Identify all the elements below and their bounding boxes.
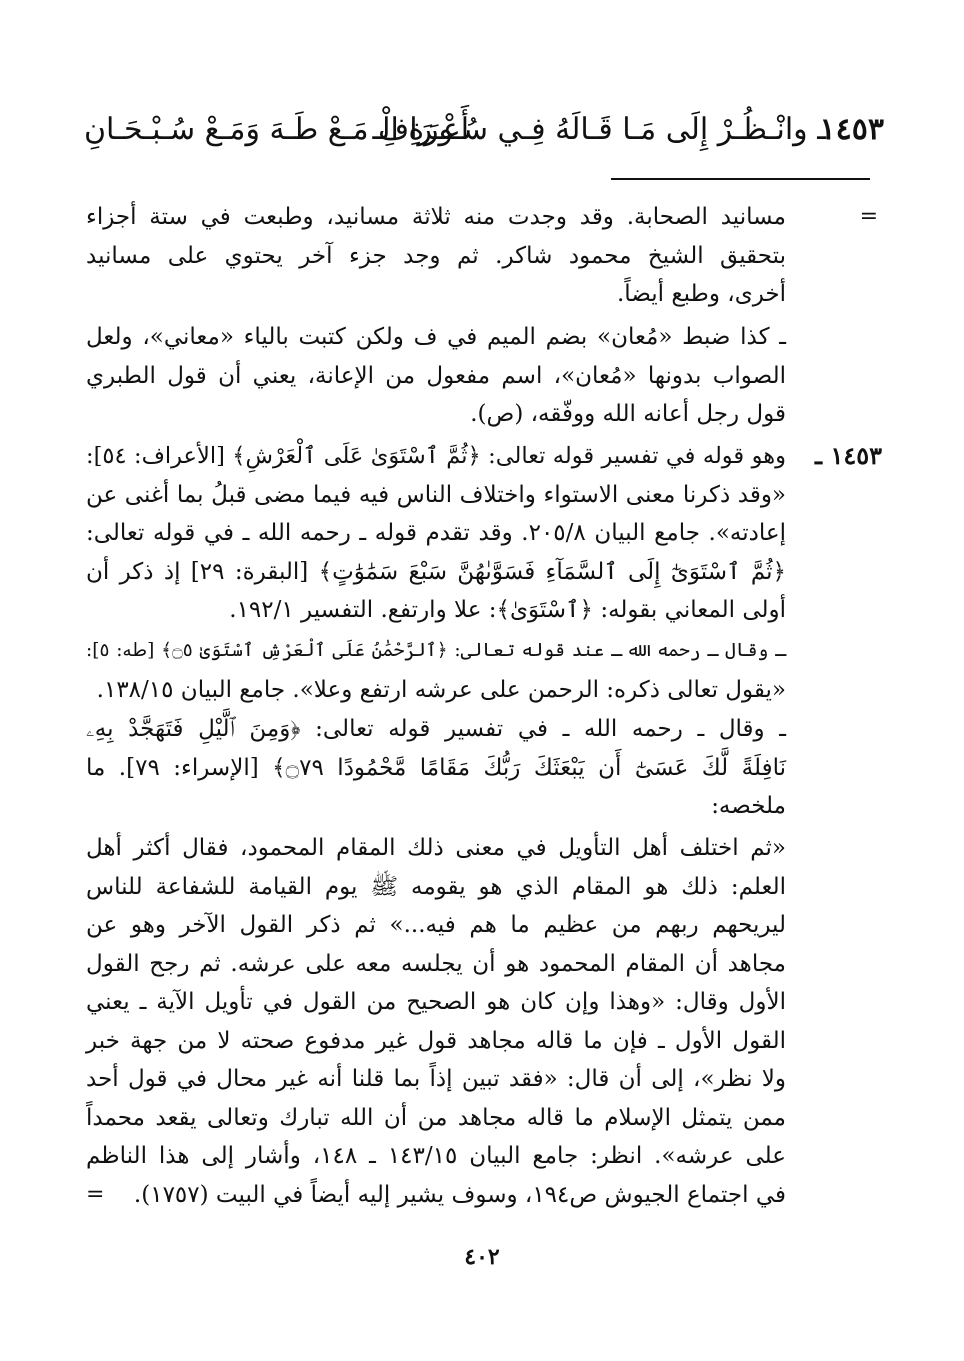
footnote-line: نَافِلَةً لَّكَ عَسَىٰٓ أَن يَبْعَثَكَ رَبُّكَ مَقَامًا مَّحْمُودًا ۝٧٩﴾ [الإسراء: ٧٩]. ما	[86, 754, 786, 781]
footnote-number: ١٤٥٣ ـ	[815, 441, 882, 470]
footnote-line: على عرشه». انظر: جامع البيان ١٤٣/١٥ ـ ١٤٨، وأشار إلى هذا الناظم	[86, 1143, 786, 1169]
footnote-tabari-quote	[86, 829, 786, 1214]
footnote-line: ولا نظر»، إلى أن قال: «فقد تبين إذاً بما قلنا أنه غير محال في قول أحد	[86, 1066, 786, 1092]
footnote-continuation	[86, 198, 786, 314]
footnote-line: ملخصه:	[711, 793, 786, 819]
verse-line	[84, 104, 884, 160]
footnote-line: بتحقيق الشيخ محمود شاكر. ثم وجد جزء آخر يحتوي على مسانيد	[86, 242, 786, 269]
footnote-line: القول الأول ـ فإن ما قاله مجاهد قول غير مدفوع صحته لا من جهة خبر	[86, 1027, 787, 1054]
footnote-line: الصواب بدونها «مُعان»، اسم مفعول من الإعانة، يعني أن قول الطبري	[86, 362, 786, 389]
footnote-separator	[611, 178, 870, 180]
footnote-line: مسانيد الصحابة. وقد وجدت منه ثلاثة مسانيد، وطبعت في ستة أجزاء	[86, 204, 786, 230]
footnote-line: «وقد ذكرنا معنى الاستواء واختلاف الناس فيه فيما مضى قبلُ بما أغنى عن	[86, 481, 786, 508]
footnote-line: «ثم اختلف أهل التأويل في معنى ذلك المقام المحمود، فقال أكثر أهل	[86, 835, 786, 861]
continuation-mark-end: =	[86, 1182, 105, 1207]
footnote-line: الأول وقال: «وهذا وإن كان هو الصحيح من القول في تأويل الآية ـ يعني	[86, 989, 786, 1015]
footnote-line: مجاهد أن المقام المحمود هو أن يجلسه معه على عرشه. ثم رجح القول	[86, 950, 786, 977]
footnote-line: ـ وقال ـ رحمه الله ـ عند قوله تعالى: ﴿ٱلرَّحْمَٰنُ عَلَى ٱلْعَرْشِ ٱسْتَوَىٰ ۝٥﴾ [طه: ٥]:	[86, 640, 786, 661]
footnote-line: ممن يتمثل الإسلام ما قاله مجاهد من أن الله تبارك وتعالى يقعد محمداً	[86, 1104, 786, 1131]
footnote-line: ـ كذا ضبط «مُعان» بضم الميم في ف ولكن كتبت بالياء «معاني»، ولعل	[86, 324, 786, 350]
footnote-line: أولى المعاني بقوله: ﴿ٱسْتَوَىٰ﴾: علا وارتفع. التفسير ١٩٢/١.	[229, 597, 786, 623]
footnote-line: ﴿ثُمَّ ٱسْتَوَىٰٓ إِلَى ٱلسَّمَآءِ فَسَوَّىٰهُنَّ سَبْعَ سَمَٰوَٰتٍ﴾ [البقرة: ٢٩] إذ ذكر أن	[86, 558, 787, 585]
verse-number: ١٤٥٣	[819, 112, 884, 147]
footnote-line: في اجتماع الجيوش ص١٩٤، وسوف يشير إليه أيضاً في البيت (١٧٥٧).	[133, 1181, 786, 1208]
verse-first-hemistich: ـ وانْـظُـرْ إِلَى مَـا قَـالَهُ فِـي سُـورَةِ الْـ	[372, 112, 826, 147]
continuation-mark: =	[859, 204, 878, 229]
footnote-line: إعادته». جامع البيان ٢٠٥/٨. وقد تقدم قوله ـ رحمه الله ـ في قوله تعالى:	[86, 520, 786, 546]
footnote-line: العلم: ذلك هو المقام الذي هو يقومه ﷺ يوم القيامة للشفاعة للناس	[86, 873, 786, 900]
footnote-line: وهو قوله في تفسير قوله تعالى: ﴿ثُمَّ ٱسْتَوَىٰ عَلَى ٱلْعَرْشِ﴾ [الأعراف: ٥٤]:	[86, 443, 786, 469]
footnote-line: قول رجل أعانه الله ووفّقه، (ص).	[470, 401, 786, 427]
footnote-isra-quote	[86, 710, 786, 826]
footnote-line: ليريحهم ربهم من عظيم ما هم فيه...» ثم ذكر القول الآخر وهو عن	[86, 912, 786, 938]
footnote-taha-quote	[86, 632, 786, 709]
verse-second-hemistich: أَعْـرَافِ مَـعْ طَـهَ وَمَـعْ سُـبْـحَـانِ	[84, 112, 470, 147]
footnote-1453-intro	[86, 437, 786, 630]
editor-note	[86, 318, 786, 434]
page-number: ٤٠٢	[464, 1244, 500, 1270]
footnote-line: «يقول تعالى ذكره: الرحمن على عرشه ارتفع وعلا». جامع البيان ١٣٨/١٥.	[96, 676, 786, 703]
footnote-line: أخرى، وطبع أيضاً.	[617, 281, 786, 307]
footnote-line: ـ وقال ـ رحمه الله ـ في تفسير قوله تعالى: ﴿وَمِنَ ٱلَّيْلِ فَتَهَجَّدْ بِهِۦ	[86, 716, 786, 742]
